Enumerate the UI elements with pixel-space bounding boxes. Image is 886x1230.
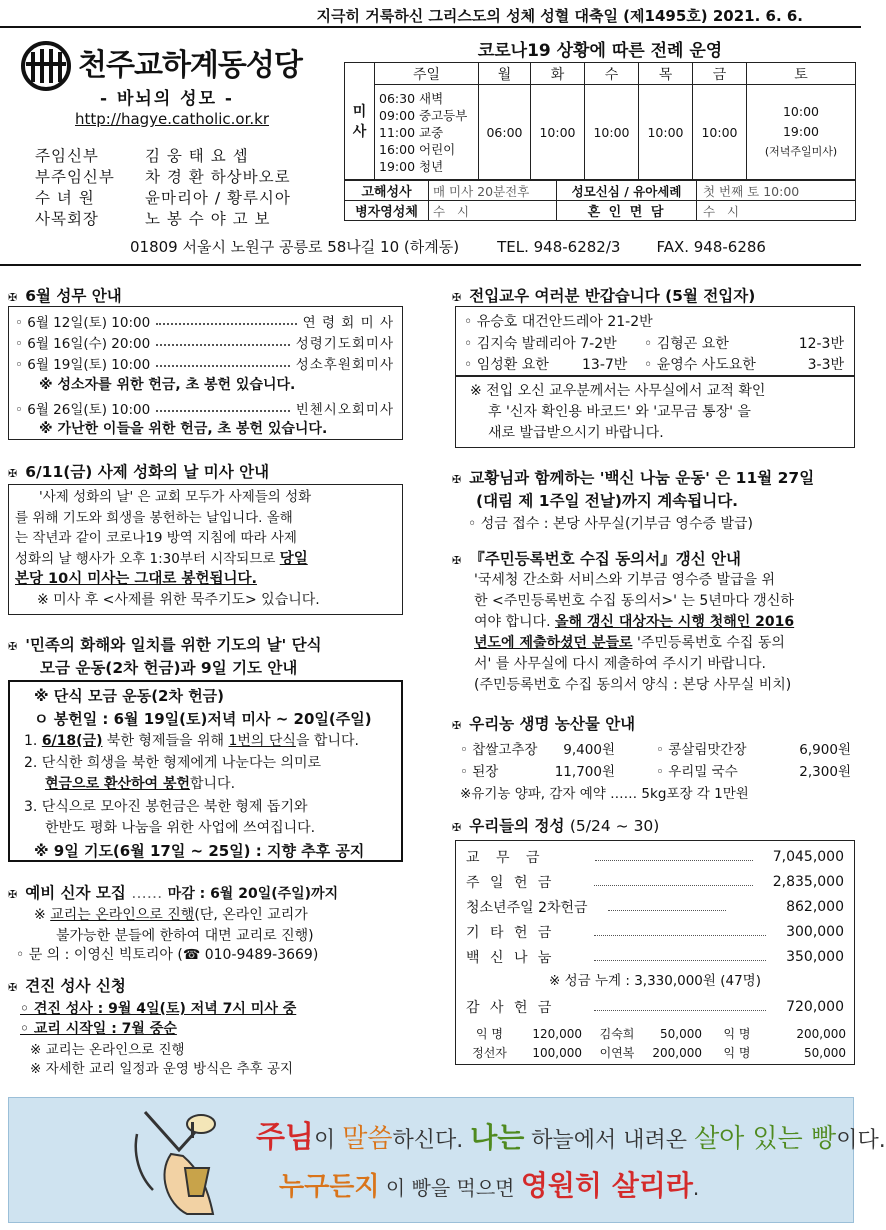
note-text: ※ 미사 후 <사제를 위한 묵주기도> 있습니다. [37, 591, 320, 608]
info-line: ◦ 견진 성사 : 9월 4일(토) 저녁 7시 미사 중 [20, 1001, 297, 1017]
day-header: 주일 [375, 63, 479, 85]
weekday-time: 10:00 [693, 85, 747, 180]
donation-label: 청소년주일 2차헌금 [466, 899, 588, 916]
member-entry: ◦ 윤영수 사도요한 [644, 357, 756, 373]
donor-name: 익 명 [723, 1027, 751, 1041]
confession-value: 매 미사 20분전후 [429, 181, 557, 201]
section-title-text: 예비 신자 모집 [25, 884, 126, 902]
text-line: 한 <주민등록번호 수집 동의서>' 는 5년마다 갱신하 [474, 593, 794, 609]
donation-list [466, 844, 844, 1019]
word: . [692, 1176, 700, 1200]
staff-role: 부주임신부 [35, 167, 115, 186]
item-text: 합니다. [190, 776, 236, 792]
subheading: ※ 단식 모금 운동(2차 헌금) [34, 687, 225, 705]
scripture-line-1 [256, 1112, 886, 1156]
word-emphasis: 주님 [256, 1120, 314, 1155]
note-text: 후 '신자 확인용 바코드' 와 '교무금 통장' 을 [488, 404, 751, 420]
leader-dots [594, 952, 766, 961]
product-price: 6,900원 [799, 742, 851, 758]
prenatal-value: 첫 번째 토 10:00 [697, 181, 856, 201]
section-title [8, 284, 122, 306]
section-title-text: 교황님과 함께하는 '백신 나눔 운동' 은 11월 27일 [469, 469, 815, 487]
highlight-text: 올해 갱신 대상자는 시행 첫해인 2016 [554, 614, 795, 630]
day-header: 월 [479, 63, 531, 85]
staff-row [35, 186, 325, 207]
time-entry: 06:30 새벽 [379, 90, 444, 106]
member-group: 3-3반 [807, 357, 844, 373]
item-text: 을 합니다. [295, 733, 359, 749]
donation-row [466, 994, 844, 1019]
cross-marker-icon: ✠ [452, 821, 462, 834]
member-entry: ◦ 김형곤 요한 [644, 336, 729, 352]
highlight-text: 당일 [279, 550, 308, 567]
section-title-text: 견진 성사 신청 [25, 977, 126, 995]
note-text: ※유기농 양파, 감자 예약 …… 5kg포장 각 1만원 [460, 786, 749, 802]
mass-label: 미 사 [345, 63, 375, 180]
parish-name: 천주교하계동성당 [78, 48, 302, 83]
donation-row [466, 919, 844, 944]
donation-row [466, 944, 844, 969]
donation-label: 감 사 헌 금 [466, 999, 555, 1016]
staff-name: 차 경 환 하상바오로 [145, 167, 291, 186]
cross-marker-icon: ✠ [452, 554, 462, 567]
note-text: ※ 성소자를 위한 헌금, 초 봉헌 있습니다. [39, 377, 296, 393]
word: 이 빵을 먹으면 [379, 1176, 521, 1200]
text-line: '국세청 간소화 서비스와 기부금 영수증 발급을 위 [474, 572, 776, 588]
item-number: 1. [24, 733, 42, 749]
section-title [452, 547, 741, 569]
leader-dots [156, 358, 290, 367]
product-price: 11,700원 [554, 764, 615, 780]
donor-list [462, 1024, 846, 1062]
weekday-time: 10:00 [585, 85, 639, 180]
event-name: 연 령 회 미 사 [302, 314, 394, 331]
fax: FAX. 948-6286 [656, 237, 766, 256]
leader-dots [156, 316, 296, 325]
item-text: 2. 단식한 희생을 북한 형제에게 나눈다는 의미로 [24, 755, 322, 771]
leader-dots [594, 1002, 766, 1011]
event-row [15, 310, 394, 331]
day-header: 수 [585, 63, 639, 85]
donation-label: 주 일 헌 금 [466, 874, 555, 891]
donation-box [455, 840, 855, 1065]
section-title [8, 974, 126, 996]
staff-name: 김 웅 태 요 셉 [145, 146, 249, 165]
member-entry: ◦ 김지숙 발레리아 7-2반 [464, 336, 617, 352]
highlight-text: 1번의 단식 [228, 733, 296, 749]
weekday-time: 10:00 [639, 85, 693, 180]
time-entry: 19:00 청년 [379, 158, 444, 174]
telephone: TEL. 948-6282/3 [497, 237, 621, 256]
product-price: 9,400원 [563, 742, 615, 758]
product-name: ◦ 된장 [460, 764, 499, 780]
cross-marker-icon: ✠ [452, 719, 462, 732]
donor-amount: 120,000 [532, 1026, 582, 1041]
sacrament-table [344, 180, 856, 221]
cross-logo-icon [20, 40, 72, 92]
donation-amount: 350,000 [786, 948, 844, 965]
contact-text: ◦ 문 의 : 이영신 빅토리아 (☎ 010-9489-3669) [16, 947, 319, 963]
note-text: ※ 전입 오신 교우분께서는 사무실에서 교적 확인 [470, 383, 766, 399]
event-name: 성령기도회미사 [295, 335, 394, 352]
s6-note-box [455, 376, 855, 448]
item-text: 북한 형제들을 위해 [102, 733, 229, 749]
product-row [460, 760, 855, 782]
word-emphasis: 나는 [470, 1121, 525, 1154]
product-name: ◦ 찹쌀고추장 [460, 742, 538, 758]
word: 이다. [836, 1128, 886, 1153]
donation-amount: 862,000 [786, 898, 844, 915]
s6-names-box [455, 306, 855, 376]
donor-name: 정선자 [472, 1046, 507, 1060]
staff-name: 노 봉 수 야 고 보 [145, 209, 271, 228]
marriage-label: 혼 인 면 담 [557, 201, 697, 221]
info-line: ◦ 교리 시작일 : 7월 중순 [20, 1021, 177, 1037]
section-title [452, 712, 635, 734]
word-emphasis: 누구든지 [279, 1172, 380, 1202]
header-bottom-rule [0, 264, 861, 266]
section-title [8, 460, 269, 482]
text-line: 는 작년과 같이 코로나19 방역 지침에 따라 사제 [15, 530, 297, 546]
donor-name: 이연복 [599, 1046, 635, 1060]
church-logo [20, 40, 72, 92]
note-text: 새로 발급받으시기 바랍니다. [488, 425, 664, 441]
highlight-text: 년도에 제출하셨던 분들로 [474, 635, 633, 651]
parish-url[interactable]: http://hagye.catholic.or.kr [75, 110, 269, 128]
word-emphasis: 살아 있는 빵 [694, 1124, 837, 1154]
s2-box [8, 484, 403, 615]
donation-amount: 7,045,000 [772, 848, 844, 865]
donor-name: 김숙희 [599, 1027, 635, 1041]
section-title [8, 881, 338, 903]
leader-dots [156, 337, 290, 346]
member-group: 12-3반 [798, 336, 844, 352]
section-title [452, 814, 659, 836]
sick-label: 병자영성체 [345, 201, 429, 221]
section-title-text: 6/11(금) 사제 성화의 날 미사 안내 [25, 463, 270, 481]
cross-marker-icon: ✠ [8, 981, 18, 994]
highlight-text: 6/18(금) [41, 733, 103, 749]
leader-dots [608, 902, 727, 911]
item-text: 3. 단식으로 모아진 봉헌금은 북한 형제 돕기와 [24, 799, 308, 815]
donor-amount: 200,000 [796, 1026, 846, 1041]
s3-box [8, 680, 403, 862]
time-entry: 10:00 [782, 104, 820, 119]
word-emphasis: 영원히 살리라 [520, 1169, 693, 1202]
text-line: 서' 를 사무실에 다시 제출하여 주시기 바랍니다. [474, 656, 766, 672]
weekday-time: 10:00 [531, 85, 585, 180]
item-text: 한반도 평화 나눔을 위한 사업에 쓰여집니다. [45, 820, 316, 836]
info-line: ※ 자세한 교리 일정과 운영 방식은 추후 공지 [30, 1061, 294, 1077]
period-text: (5/24 ~ 30) [569, 817, 660, 835]
section-title-line2: 모금 운동(2차 헌금)과 9일 기도 안내 [40, 659, 298, 677]
event-name: 빈첸시오회미사 [295, 401, 394, 418]
info-line: ◦ 성금 접수 : 본당 사무실(기부금 영수증 발급) [468, 516, 753, 532]
text-line: 성화의 날 행사가 오후 1:30부터 시작되므로 [15, 550, 276, 567]
leader-dots [594, 927, 766, 936]
word: 이 [313, 1128, 343, 1153]
marriage-value: 수 시 [697, 201, 856, 221]
mass-schedule-table [344, 62, 856, 180]
cross-marker-icon: ✠ [8, 291, 18, 304]
cross-marker-icon: ✠ [8, 640, 18, 653]
note-text: ※ 가난한 이들을 위한 헌금, 초 봉헌 있습니다. [39, 421, 328, 437]
time-entry: 16:00 어린이 [379, 141, 456, 157]
s1-box [8, 306, 403, 440]
staff-row [35, 207, 325, 228]
staff-role: 주임신부 [35, 146, 99, 165]
staff-name: 윤마리아 / 황루시아 [145, 188, 291, 207]
word: 하신다. [392, 1128, 471, 1153]
text-line: '주민등록번호 수집 동의 [632, 635, 785, 651]
donor-amount: 50,000 [660, 1026, 702, 1041]
event-date: ◦ 6월 16일(수) 20:00 [15, 335, 151, 352]
deadline-text: 마감 : 6월 20일(주일)까지 [167, 886, 339, 902]
address: 01809 서울시 노원구 공릉로 58나길 10 (하계동) [130, 238, 460, 256]
donation-total: ※ 성금 누계 : 3,330,000원 (47명) [549, 973, 761, 989]
saturday-times [747, 85, 856, 180]
donor-name: 익 명 [723, 1046, 751, 1060]
day-header: 목 [639, 63, 693, 85]
event-date: ◦ 6월 12일(토) 10:00 [15, 314, 151, 331]
note-mark: ※ [34, 907, 51, 923]
section-title [452, 466, 814, 488]
leader-dots [156, 403, 290, 412]
highlight-text: 현금으로 환산하여 봉헌 [45, 776, 190, 792]
weekday-time: 06:00 [479, 85, 531, 180]
parish-patron: - 바뇌의 성모 - [100, 89, 234, 109]
donor-name: 익 명 [476, 1027, 503, 1041]
cross-marker-icon: ✠ [452, 473, 462, 486]
donation-amount: 2,835,000 [772, 873, 844, 890]
text-line: '사제 성화의 날' 은 교회 모두가 사제들의 성화 [39, 489, 312, 505]
day-header: 화 [531, 63, 585, 85]
note-text: 불가능한 분들에 한하여 대면 교리로 진행) [56, 928, 314, 944]
staff-row [35, 144, 325, 165]
word: 하늘에서 내려온 [524, 1128, 695, 1153]
section-title-text: 『주민등록번호 수집 동의서』갱신 안내 [469, 550, 742, 568]
time-entry: 19:00 [782, 124, 820, 139]
highlight-text: 교리는 온라인으로 진행 [50, 907, 195, 923]
donation-label: 기 타 헌 금 [466, 924, 555, 941]
subheading: ㅇ 봉헌일 : 6월 19일(토)저녁 미사 ~ 20일(주일) [34, 710, 372, 728]
event-row [15, 331, 394, 352]
schedule-title: 코로나19 상황에 따른 전례 운영 [477, 41, 723, 61]
header-rule [0, 26, 861, 28]
section-title-text: '민족의 화해와 일치를 위한 기도의 날' 단식 [25, 636, 322, 654]
s8-body [474, 570, 858, 696]
text-line: 를 위해 기도와 희생을 봉헌하는 날입니다. 올해 [15, 509, 293, 526]
donation-label: 교 무 금 [466, 849, 546, 866]
section-title-text: 우리농 생명 농산물 안내 [469, 715, 636, 733]
member-entry: ◦ 임성환 요한 [464, 357, 549, 373]
day-header: 토 [747, 63, 856, 85]
donation-row [466, 844, 844, 869]
leader-dots [594, 877, 752, 886]
text-line: 여야 합니다. [474, 614, 555, 630]
donation-amount: 300,000 [786, 923, 844, 940]
scripture-line-2 [279, 1164, 699, 1204]
header-banner [0, 0, 861, 28]
note-text: (단, 온라인 교리가 [194, 907, 308, 923]
member-entry: ◦ 유승호 대건안드레아 21-2반 [464, 314, 653, 330]
time-entry: (저녁주일미사) [764, 145, 838, 158]
event-date: ◦ 6월 19일(토) 10:00 [15, 356, 151, 373]
donor-amount: 50,000 [804, 1045, 846, 1060]
staff-role: 사목회장 [35, 209, 99, 228]
section-title-text: 전입교우 여러분 반갑습니다 (5월 전입자) [469, 287, 756, 305]
issue-line: 지극히 거룩하신 그리스도의 성체 성혈 대축일 (제1495호) 2021. 6. 6. [316, 7, 803, 25]
donor-amount: 200,000 [652, 1045, 702, 1060]
event-name: 성소후원회미사 [295, 356, 394, 373]
info-line: ※ 교리는 온라인으로 진행 [30, 1042, 185, 1058]
donation-label: 백 신 나 눔 [466, 949, 555, 966]
time-entry: 09:00 중고등부 [379, 107, 468, 123]
leader-dots [595, 852, 752, 861]
product-row [460, 738, 855, 760]
product-price: 2,300원 [799, 764, 851, 780]
section-title [8, 633, 322, 655]
donor-row [462, 1024, 846, 1043]
highlight-text: 본당 10시 미사는 그대로 봉헌됩니다. [15, 571, 257, 587]
staff-list [35, 144, 325, 228]
confession-label: 고해성사 [345, 181, 429, 201]
section-title [452, 284, 755, 306]
donation-amount: 720,000 [786, 998, 844, 1015]
donation-row [466, 894, 844, 919]
text-line: (주민등록번호 수집 동의서 양식 : 본당 사무실 비치) [474, 677, 792, 693]
event-date: ◦ 6월 26일(토) 10:00 [15, 401, 151, 418]
address-line [130, 236, 766, 257]
section-title-text: 우리들의 정성 [469, 817, 565, 835]
member-group: 13-7반 [582, 357, 628, 373]
time-entry: 11:00 교중 [379, 124, 444, 140]
subheading: ※ 9일 기도(6월 17일 ~ 25일) : 지향 추후 공지 [34, 842, 365, 860]
cross-marker-icon: ✠ [8, 888, 18, 901]
section-title-line2: (대림 제 1주일 전날)까지 계속됩니다. [476, 492, 739, 510]
eucharist-illustration-icon [127, 1104, 223, 1218]
event-row [15, 397, 394, 418]
donor-amount: 100,000 [532, 1045, 582, 1060]
s9-body [460, 738, 855, 804]
footer-banner [8, 1097, 886, 1223]
leader-dots: …… [131, 884, 163, 902]
sick-value: 수 시 [429, 201, 557, 221]
donation-row [466, 869, 844, 894]
cross-marker-icon: ✠ [8, 467, 18, 480]
cross-marker-icon: ✠ [452, 291, 462, 304]
section-title-text: 6월 성무 안내 [25, 287, 122, 305]
prenatal-label: 성모신심 / 유아세례 [557, 181, 697, 201]
product-name: ◦ 콩살림맛간장 [656, 742, 747, 758]
donor-row [462, 1043, 846, 1062]
staff-role: 수 녀 원 [35, 188, 95, 207]
word-emphasis: 말씀 [342, 1124, 393, 1154]
event-row [15, 352, 394, 373]
product-name: ◦ 우리밀 국수 [656, 764, 738, 780]
day-header: 금 [693, 63, 747, 85]
sunday-times [375, 85, 479, 180]
staff-row [35, 165, 325, 186]
